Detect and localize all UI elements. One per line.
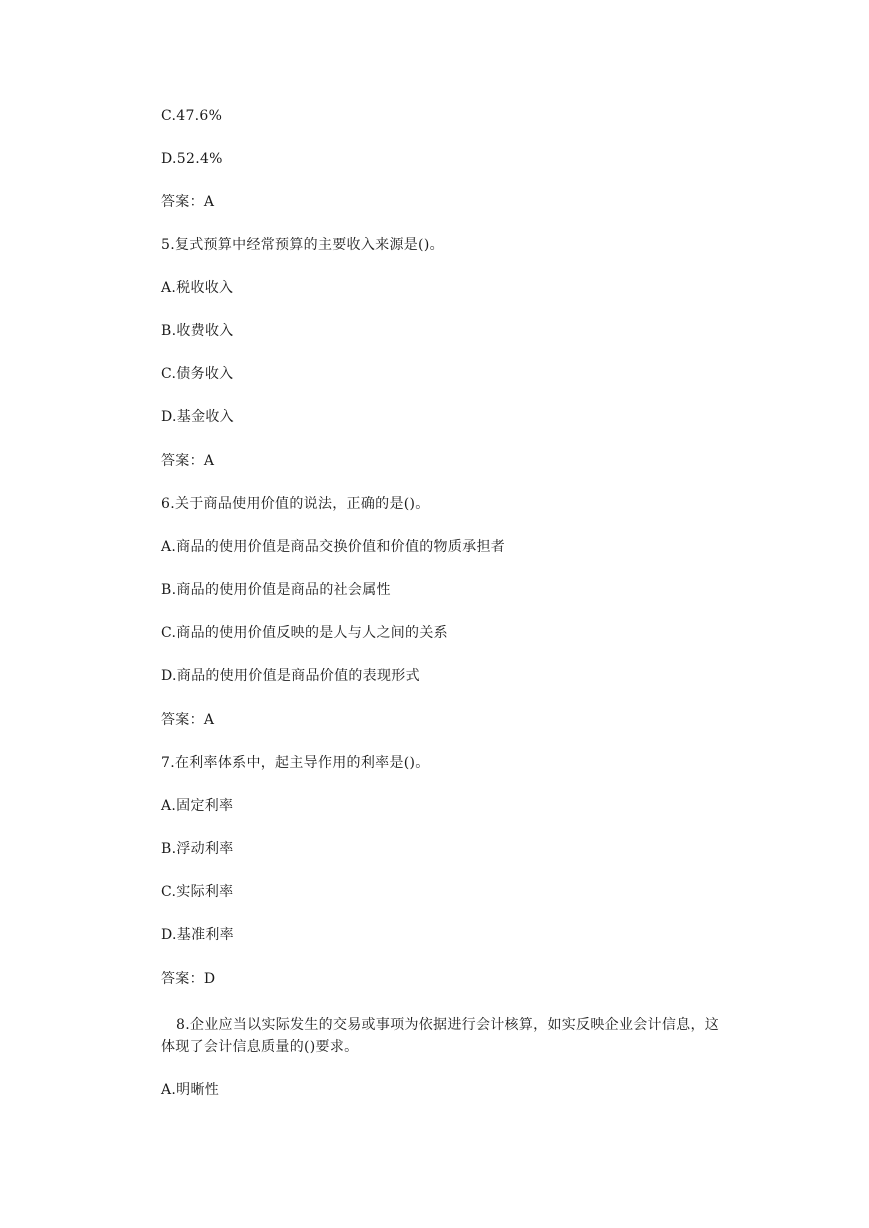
option-a: A.固定利率: [161, 798, 234, 814]
question-5: 5.复式预算中经常预算的主要收入来源是()。: [161, 237, 444, 253]
question-8-line-2: 体现了会计信息质量的()要求。: [161, 1039, 359, 1055]
option-d: D.52.4%: [161, 151, 223, 167]
option-b: B.商品的使用价值是商品的社会属性: [161, 582, 391, 598]
option-c: C.47.6%: [161, 108, 223, 124]
answer-line: 答案：D: [161, 971, 216, 987]
option-a: A.税收收入: [161, 280, 234, 296]
answer-line: 答案：A: [161, 453, 215, 469]
option-a: A.明晰性: [161, 1082, 220, 1098]
question-6: 6.关于商品使用价值的说法，正确的是()。: [161, 496, 430, 512]
option-c: C.债务收入: [161, 366, 234, 382]
question-7: 7.在利率体系中，起主导作用的利率是()。: [161, 755, 430, 771]
option-c: C.实际利率: [161, 884, 234, 900]
option-b: B.浮动利率: [161, 841, 234, 857]
option-d: D.基准利率: [161, 927, 234, 943]
option-b: B.收费收入: [161, 323, 234, 339]
option-a: A.商品的使用价值是商品交换价值和价值的物质承担者: [161, 539, 506, 555]
option-c: C.商品的使用价值反映的是人与人之间的关系: [161, 625, 448, 641]
question-8-line-1: 8.企业应当以实际发生的交易或事项为依据进行会计核算，如实反映企业会计信息，这: [176, 1017, 720, 1033]
option-d: D.商品的使用价值是商品价值的表现形式: [161, 668, 420, 684]
answer-line: 答案：A: [161, 712, 215, 728]
option-d: D.基金收入: [161, 409, 234, 425]
answer-line: 答案：A: [161, 194, 215, 210]
